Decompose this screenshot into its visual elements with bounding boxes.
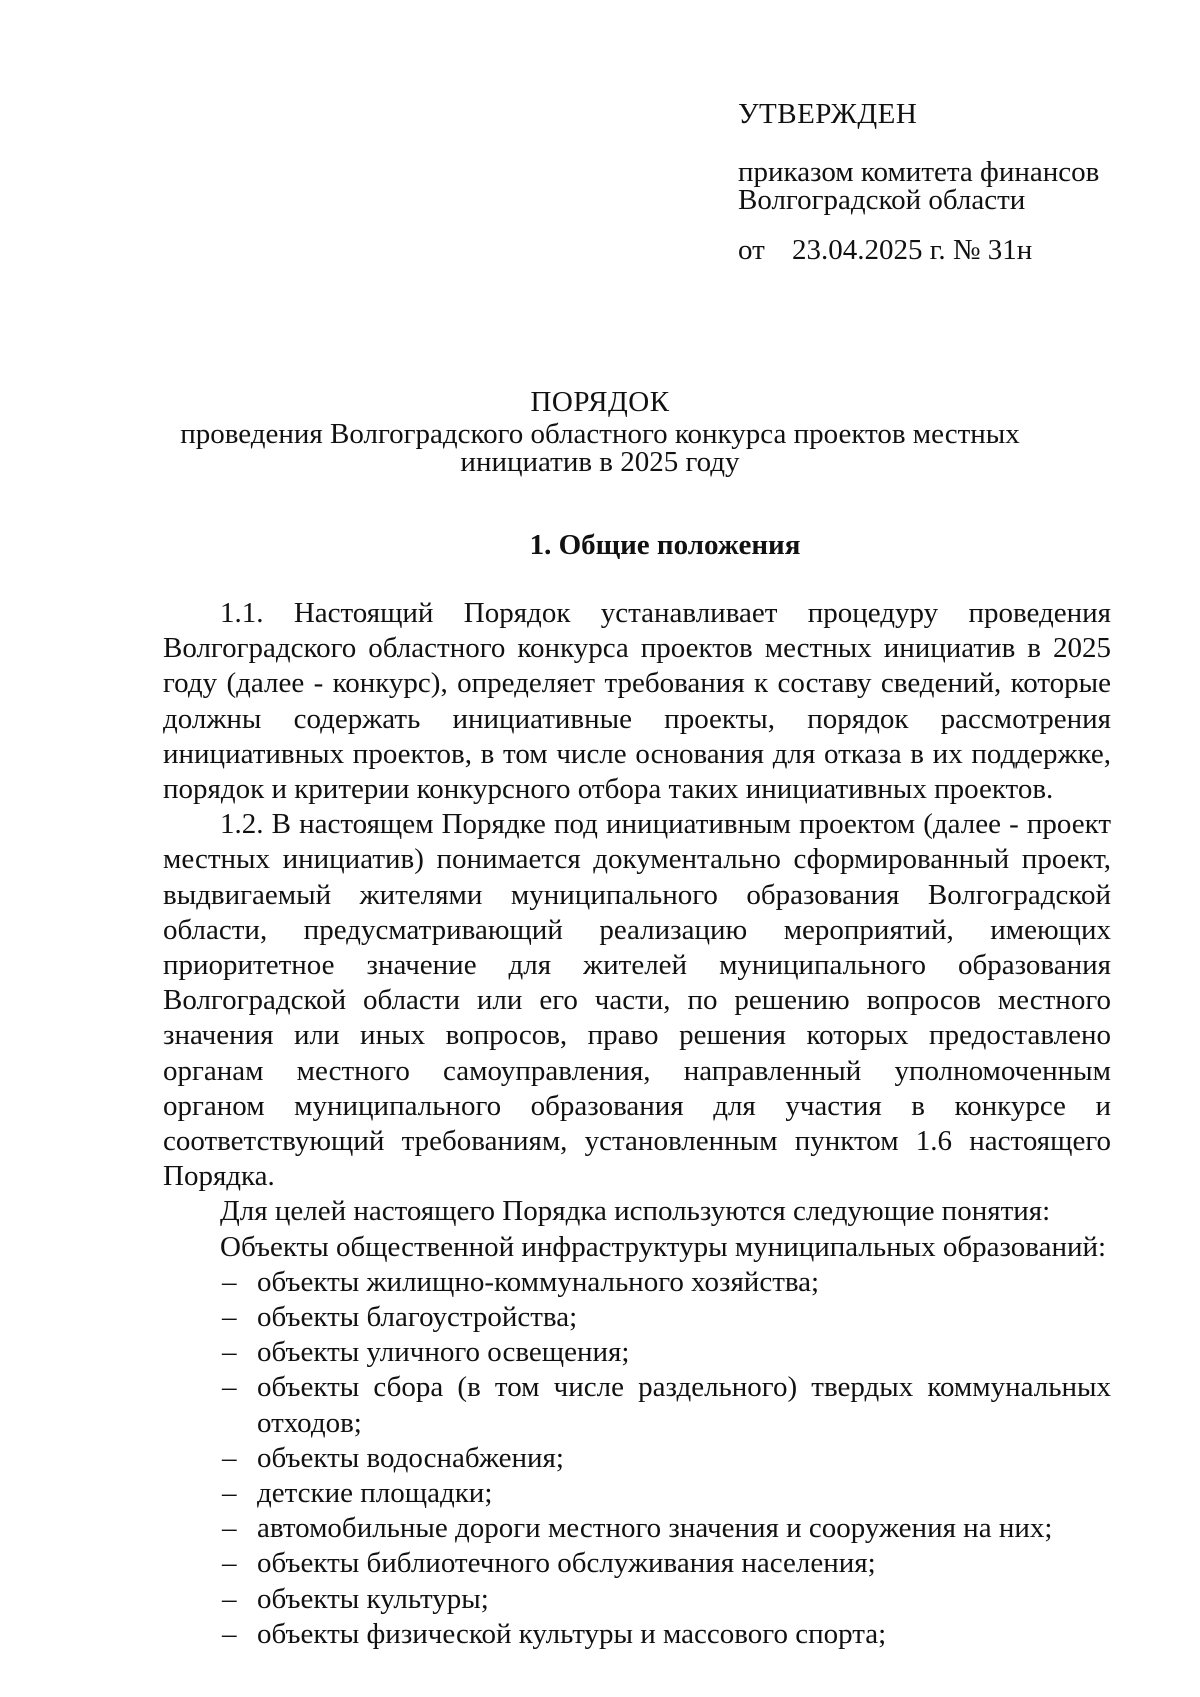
paragraph-concepts-intro: Для целей настоящего Порядка используются следующие понятия:	[220, 1195, 1051, 1228]
approval-date-prefix: от	[738, 234, 765, 266]
approval-block	[738, 100, 1138, 264]
list-dash: –	[222, 1477, 237, 1510]
list-dash: –	[222, 1617, 237, 1650]
list-item-text: объекты библиотечного обслуживания населения;	[257, 1547, 876, 1580]
paragraph-1-2: 1.2. В настоящем Порядке под инициативным проектом (далее - проект местных инициатив) понимается документально сформированный проект, выдвигаемый жителями муниципального образования Волгоградской области, предусматривающий реализацию мероприятий, имеющих приоритетное значение для жителей муниципального образования Волгоградской области или его части, по решению вопросов местного значения или иных вопросов, право решения которых предоставлено органам местного самоуправления, направленный уполномоченным органом муниципального образования для участия в конкурсе и соответствующий требованиям, установленным пунктом 1.6 настоящего Порядка.	[163, 808, 1111, 1193]
approval-stamp: УТВЕРЖДЕН	[738, 98, 918, 130]
list-item-text: детские площадки;	[257, 1477, 493, 1510]
paragraph-1-1: 1.1. Настоящий Порядок устанавливает процедуру проведения Волгоградского областного конкурса проектов местных инициатив в 2025 году (далее - конкурс), определяет требования к составу сведений, которые должны содержать инициативные проекты, порядок рассмотрения инициативных проектов, в том числе основания для отказа в их поддержке, порядок и критерии конкурсного отбора таких инициативных проектов.	[163, 597, 1111, 806]
document-title-main: ПОРЯДОК	[530, 386, 670, 418]
list-item-text: автомобильные дороги местного значения и сооружения на них;	[257, 1512, 1053, 1545]
list-item	[222, 1335, 1111, 1370]
approval-date	[738, 236, 1138, 264]
list-dash: –	[222, 1265, 237, 1298]
list-item	[222, 1476, 1111, 1511]
list-item	[222, 1511, 1111, 1546]
approval-issuer-line2: Волгоградской области	[738, 184, 1026, 216]
list-item-text: объекты водоснабжения;	[257, 1441, 564, 1474]
document-title	[0, 388, 1200, 476]
list-dash: –	[222, 1371, 237, 1404]
infrastructure-list	[163, 1265, 1111, 1652]
list-item-text: объекты сбора (в том числе раздельного) твердых коммунальных отходов;	[257, 1371, 1111, 1439]
list-item	[222, 1265, 1111, 1300]
list-dash: –	[222, 1336, 237, 1369]
list-item	[222, 1300, 1111, 1335]
list-item-text: объекты физической культуры и массового спорта;	[257, 1617, 887, 1650]
list-item	[222, 1617, 1111, 1652]
list-dash: –	[222, 1547, 237, 1580]
approval-date-value: 23.04.2025 г. № 31н	[792, 234, 1033, 266]
list-item-text: объекты жилищно-коммунального хозяйства;	[257, 1265, 820, 1298]
list-dash: –	[222, 1512, 237, 1545]
list-item	[222, 1546, 1111, 1581]
approval-issuer-line1: приказом комитета финансов	[738, 156, 1100, 188]
list-dash: –	[222, 1441, 237, 1474]
document-title-sub	[0, 420, 1200, 476]
approval-issuer	[738, 158, 1138, 214]
list-item	[222, 1370, 1111, 1440]
list-item-text: объекты благоустройства;	[257, 1301, 578, 1334]
list-dash: –	[222, 1301, 237, 1334]
section-heading: 1. Общие положения	[529, 529, 801, 561]
list-item-text: объекты культуры;	[257, 1582, 489, 1615]
list-item-text: объекты уличного освещения;	[257, 1336, 630, 1369]
list-dash: –	[222, 1582, 237, 1615]
document-title-sub-line1: проведения Волгоградского областного конкурса проектов местных	[180, 418, 1020, 450]
list-item	[222, 1441, 1111, 1476]
list-item	[222, 1582, 1111, 1617]
document-body	[163, 596, 1111, 1652]
paragraph-infra-intro: Объекты общественной инфраструктуры муниципальных образований:	[220, 1230, 1107, 1263]
document-title-sub-line2: инициатив в 2025 году	[460, 446, 740, 478]
